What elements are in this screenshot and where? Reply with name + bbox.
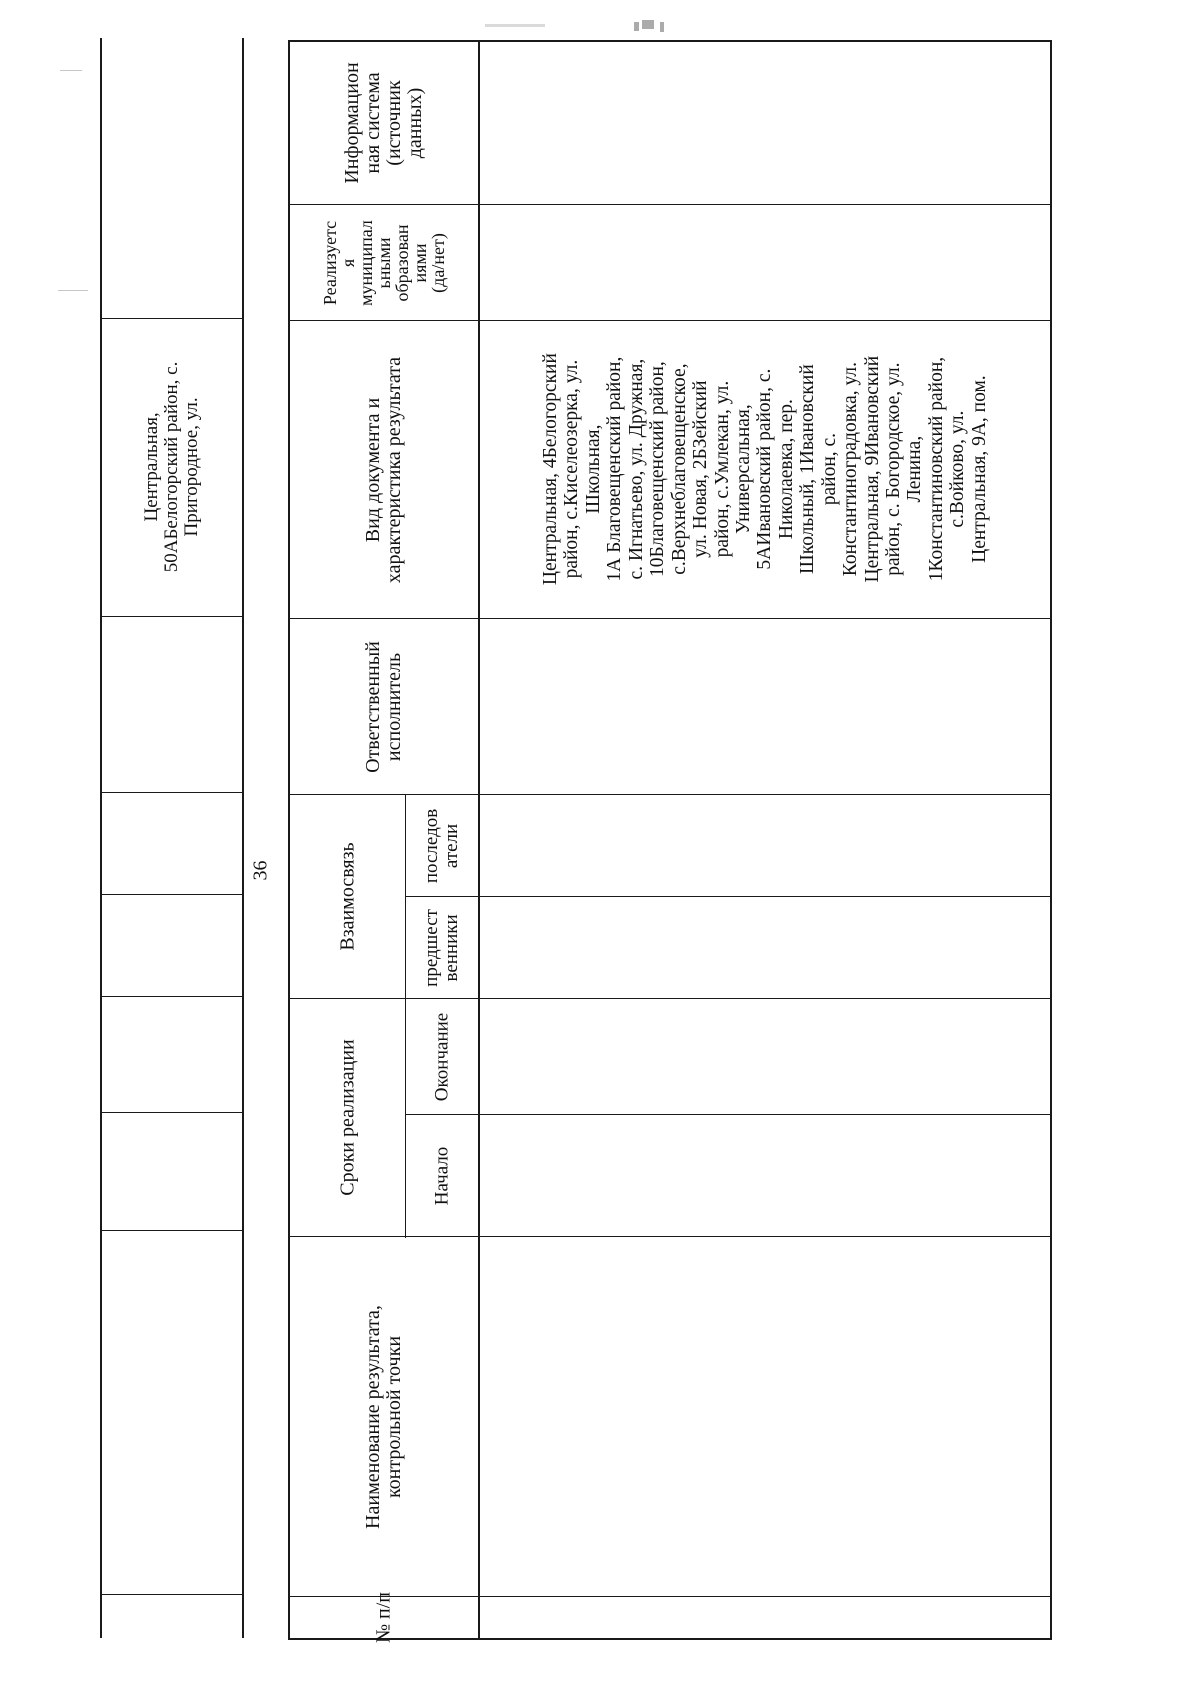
page-number — [248, 850, 274, 890]
header-municipal — [290, 205, 478, 320]
header-successors-text: последов атели — [421, 808, 462, 883]
header-doc-type-text: Вид документа и характеристика результата — [362, 356, 405, 583]
row-start-cell — [480, 1115, 1050, 1236]
scan-speck — [485, 24, 545, 27]
header-name-text: Наименование результата, контрольной точки — [362, 1304, 405, 1529]
row-name-cell — [480, 1237, 1050, 1596]
header-num-text: № п/п — [372, 1591, 395, 1644]
header-predecessors-text: предшест венники — [421, 908, 462, 987]
header-start — [406, 1115, 478, 1236]
top-table-divider — [100, 616, 244, 617]
row-info-system-cell — [480, 42, 1050, 204]
header-relation-text: Взаимосвязь — [336, 842, 358, 951]
scan-speck — [642, 20, 654, 29]
top-table-right-border — [242, 38, 244, 1638]
header-relation — [290, 795, 405, 998]
scan-speck — [634, 22, 639, 31]
header-name — [290, 1237, 478, 1596]
main-table-bottom-border — [288, 1638, 1052, 1640]
top-table-divider — [100, 1230, 244, 1231]
scan-speck — [60, 70, 82, 71]
row-predecessors-cell — [480, 897, 1050, 998]
header-successors — [406, 795, 478, 896]
page-number-text: 36 — [249, 860, 272, 880]
header-municipal-text: Реализуетс я муниципал ьными образован иями (да/нет) — [320, 219, 448, 306]
header-terms-text: Сроки реализации — [336, 1039, 358, 1196]
scan-speck — [58, 290, 88, 291]
header-start-text: Начало — [431, 1146, 453, 1205]
row-num-cell — [480, 1597, 1050, 1638]
header-responsible-text: Ответственный исполнитель — [362, 640, 405, 773]
header-terms — [290, 999, 405, 1236]
row-end-cell — [480, 999, 1050, 1114]
top-table-divider — [100, 792, 244, 793]
row-successors-cell — [480, 795, 1050, 896]
header-end-text: Окончание — [431, 1012, 453, 1101]
header-info-system-text: Информацион ная система (источник данных) — [341, 62, 426, 184]
top-table-address-text: Центральная, 50АБелогорский район, с. Пригородное, ул. — [141, 361, 202, 573]
header-responsible — [290, 619, 478, 794]
top-table-divider — [100, 1594, 244, 1595]
row-municipal-cell — [480, 205, 1050, 320]
top-table-left-border — [100, 38, 102, 1638]
scan-speck — [660, 22, 664, 32]
top-table-address-cell — [102, 318, 242, 616]
header-num — [290, 1591, 478, 1644]
top-table-divider — [100, 894, 244, 895]
top-table-divider — [100, 996, 244, 997]
main-table-right-border — [1050, 40, 1052, 1640]
row-doc-text: Центральная, 4Белогорский район, с.Киселеозерка, ул. Школьная, 1А Благовещенский район, с. Игнатьево, ул. Дружная, 10Благовещенский район, с.Верхнеблаговещенское, ул. Новая, 2БЗейский район, с.Умлекан, ул. Универсальная, 5АИвановский район, с. Николаевка, пер. Школьный, 1Ивановский район, с. Константиноградовка, ул. Центральная, 9Ивановский район, с. Богородское, ул. Ленина, 1Константиновский район, с.Войково, ул. Центральная, 9А, пом. — [539, 353, 990, 586]
top-table-divider — [100, 1112, 244, 1113]
header-end — [406, 999, 478, 1114]
header-predecessors — [406, 897, 478, 998]
row-doc-cell — [480, 321, 1050, 618]
row-responsible-cell — [480, 619, 1050, 794]
header-doc-type — [290, 321, 478, 618]
